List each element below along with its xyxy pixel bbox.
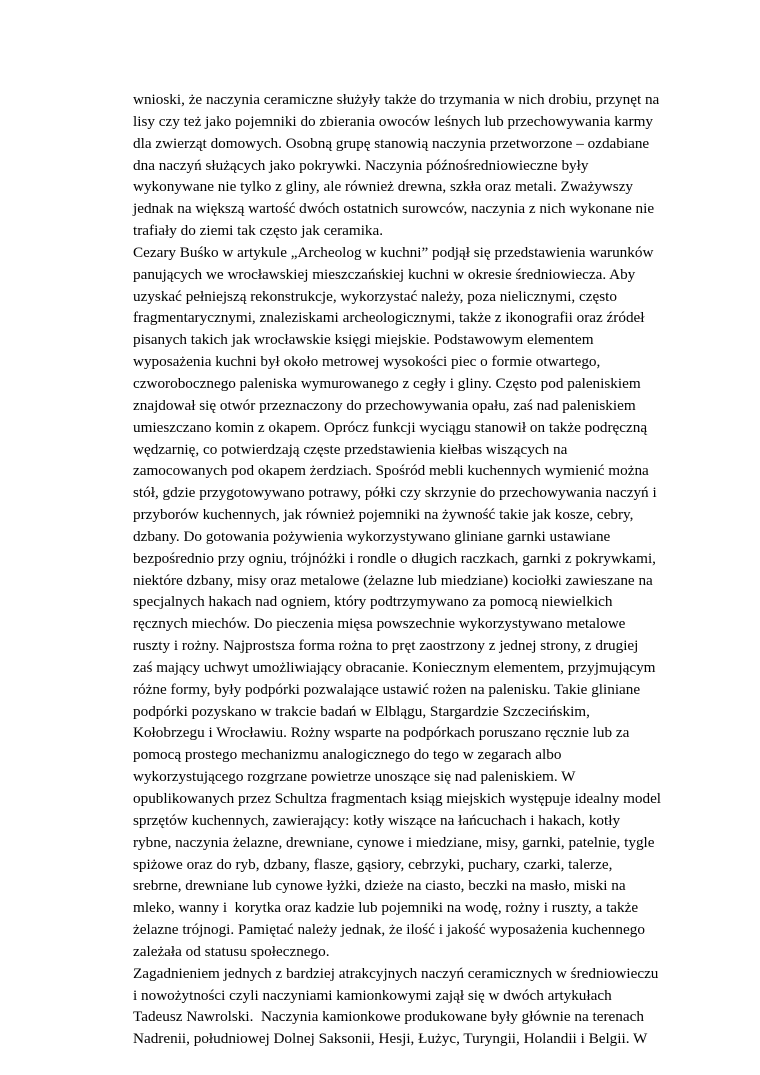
text-line: czworobocznego paleniska wymurowanego z cegły i gliny. Często pod paleniskiem [133,374,641,392]
text-line: i nowożytności czyli naczyniami kamionkowymi zajął się w dwóch artykułach [133,986,612,1004]
text-line: zależała od statusu społecznego. [133,942,330,960]
text-line: opublikowanych przez Schultza fragmentach ksiąg miejskich występuje idealny model [133,790,662,807]
text-line: znajdował się otwór przeznaczony do przechowywania opału, zaś nad paleniskiem [133,396,636,414]
text-line: sprzętów kuchennych, zawierający: kotły wiszące na łańcuchach i hakach, kotły [133,811,621,829]
text-line: uzyskać pełniejszą rekonstrukcje, wykorzystać należy, poza nielicznymi, często [133,287,617,305]
text-line: Zagadnieniem jednych z bardziej atrakcyjnych naczyń ceramicznych w średniowieczu [133,964,659,982]
text-line: pisanych takich jak wrocławskie księgi miejskie. Podstawowym elementem [133,331,594,349]
text-line: spiżowe oraz do ryb, dzbany, flasze, gąsiory, cebrzyki, puchary, czarki, talerze, [133,855,613,873]
text-line: Nadrenii, południowej Dolnej Saksonii, Hesji, Łużyc, Turyngii, Holandii i Belgii. W [133,1030,648,1048]
text-line: ręcznych miechów. Do pieczenia mięsa powszechnie wykorzystywano metalowe [133,615,626,633]
text-line: żelazne trójnogi. Pamiętać należy jednak, że ilość i jakość wyposażenia kuchennego [133,921,645,939]
text-line: Kołobrzegu i Wrocławiu. Rożny wsparte na podpórkach poruszano ręcznie lub za [133,724,630,742]
text-line: wnioski, że naczynia ceramiczne służyły także do trzymania w nich drobiu, przynęt na [133,91,660,108]
text-line: wykorzystującego rozgrzane powietrze unoszące się nad paleniskiem. W [133,768,576,786]
text-line: mleko, wanny i korytka oraz kadzie lub pojemniki na wodę, rożny i ruszty, a także [133,899,639,917]
text-line: przyborów kuchennych, jak również pojemniki na żywność takie jak kosze, cebry, [133,506,634,524]
text-line: wędzarnię, co potwierdzają częste przedstawienia kiełbas wiszących na [133,440,568,458]
text-line: zaś mający uchwyt umożliwiający obracanie. Koniecznym elementem, przyjmującym [133,658,656,676]
body-text [133,89,693,1050]
text-line: dna naczyń służących jako pokrywki. Naczynia późnośredniowieczne były [133,156,589,174]
text-line: różne formy, były podpórki pozwalające ustawić rożen na palenisku. Takie gliniane [133,680,641,698]
text-line: fragmentarycznymi, znaleziskami archeologicznymi, także z ikonografii oraz źródeł [133,309,645,327]
text-line: dla zwierząt domowych. Osobną grupę stanowią naczynia przetworzone – ozdabiane [133,134,650,152]
text-line: specjalnych hakach nad ogniem, który podtrzymywano za pomocą niewielkich [133,593,613,611]
text-line: Cezary Buśko w artykule „Archeolog w kuchni” podjął się przedstawienia warunków [133,243,654,261]
text-line: dzbany. Do gotowania pożywienia wykorzystywano gliniane garnki ustawiane [133,527,611,545]
text-line: wyposażenia kuchni był około metrowej wysokości piec o formie otwartego, [133,353,601,371]
text-line: podpórki pozyskano w trakcie badań w Elblągu, Stargardzie Szczecińskim, [133,702,590,720]
text-line: umieszczano komin z okapem. Oprócz funkcji wyciągu stanowił on także podręczną [133,418,648,436]
text-line: zamocowanych pod okapem żerdziach. Spośród mebli kuchennych wymienić można [133,462,649,480]
text-line: stół, gdzie przygotowywano potrawy, półki czy skrzynie do przechowywania naczyń i [133,484,657,502]
text-line: lisy czy też jako pojemniki do zbierania owoców leśnych lub przechowywania karmy [133,112,654,130]
text-line: trafiały do ziemi tak często jak ceramika. [133,222,384,240]
text-line: wykonywane nie tylko z gliny, ale również drewna, szkła oraz metali. Zważywszy [133,178,634,196]
text-line: rybne, naczynia żelazne, drewniane, cynowe i miedziane, misy, garnki, patelnie, tygle [133,833,655,851]
text-line: panujących we wrocławskiej mieszczańskiej kuchni w okresie średniowiecza. Aby [133,265,636,283]
text-line: Tadeusz Nawrolski. Naczynia kamionkowe produkowane były głównie na terenach [133,1008,644,1026]
text-line: bezpośrednio przy ogniu, trójnóżki i rondle o długich raczkach, garnki z pokrywkami, [133,549,656,567]
text-line: jednak na większą wartość dwóch ostatnich surowców, naczynia z nich wykonane nie [133,200,655,218]
text-line: niektóre dzbany, misy oraz metalowe (żelazne lub miedziane) kociołki zawieszane na [133,571,653,589]
text-line: pomocą prostego mechanizmu analogicznego do tego w zegarach albo [133,746,562,764]
text-line: srebrne, drewniane lub cynowe łyżki, dzieże na ciasto, beczki na masło, miski na [133,877,626,895]
text-line: ruszty i rożny. Najprostsza forma rożna to pręt zaostrzony z jednej strony, z drugiej [133,637,639,655]
